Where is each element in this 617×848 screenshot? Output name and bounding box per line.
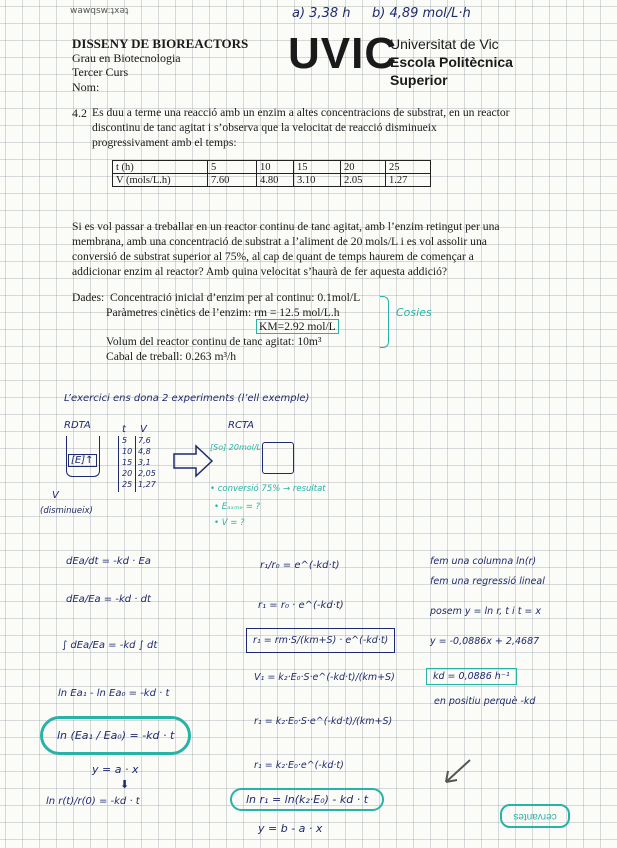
mini-v-0: 7,6 <box>138 436 151 445</box>
table-cell: 3.10 <box>294 174 341 187</box>
mini-t-2: 15 <box>122 458 133 467</box>
answer-note-b: b) 4,89 mol/L·h <box>372 6 471 21</box>
arrow-icon <box>172 444 214 478</box>
pencil-arrow-icon <box>440 756 474 786</box>
year: Tercer Curs <box>72 65 129 79</box>
km-value: KM=2.92 mol/L <box>256 319 339 334</box>
rdta-box: [E]↑ <box>68 454 97 467</box>
problem-line-3: progressivament amb el temps: <box>92 136 237 149</box>
mini-t-0: 5 <box>122 436 128 445</box>
eq-left-1: dEa/dt = -kd · Ea <box>66 556 151 567</box>
para-line-3: conversió de substrat superior al 75%, al cap de quant de temps haurem de començar a <box>72 250 474 263</box>
univ-name-3: Superior <box>390 72 448 88</box>
para-line-2: membrana, amb una concentració de substrat a l’aliment de 20 mols/L i es vol assolir una <box>72 235 487 248</box>
para-line-4: addicionar enzim al reactor? Amb quina velocitat s’haurà de fer aquesta addició? <box>72 265 448 278</box>
eq-left-6: y = a · x <box>92 763 139 776</box>
bullet-3: • V = ? <box>214 518 245 528</box>
mini-table <box>118 436 161 492</box>
mini-v-1: 4,8 <box>138 447 151 456</box>
mini-t-4: 25 <box>122 480 133 489</box>
rcta-label: RCTA <box>228 420 254 431</box>
eq-right-1: fem una columna ln(r) <box>430 556 537 567</box>
side-note: Cosies <box>396 306 432 319</box>
table-cell: 20 <box>341 161 386 174</box>
eq-mid-8: y = b - a · x <box>258 822 323 835</box>
univ-name-2: Escola Politècnica <box>390 54 513 70</box>
rdta-label: RDTA <box>64 420 91 431</box>
dades-label: Dades: <box>72 291 105 304</box>
eq-right-2: fem una regressió lineal <box>430 576 545 587</box>
eq-mid-5: r₁ = k₂·E₀·S·e^(-kd·t)/(km+S) <box>254 716 393 727</box>
problem-number: 4.2 <box>72 106 87 120</box>
univ-name-1: Universitat de Vic <box>390 36 499 52</box>
eq-mid-4: V₁ = k₂·E₀·S·e^(-kd·t)/(km+S) <box>254 672 395 683</box>
mini-t-3: 20 <box>122 469 133 478</box>
table-cell: 5 <box>208 161 257 174</box>
table-cell: 25 <box>386 161 431 174</box>
table-cell: 10 <box>257 161 294 174</box>
rcta-vessel <box>262 442 294 474</box>
degree: Grau en Biotecnologia <box>72 51 181 65</box>
eq-left-7: ln r(t)/r(0) = -kd · t <box>46 796 140 807</box>
answer-note-a: a) 3,38 h <box>292 6 351 21</box>
notes-intro: L’exercici ens dona 2 experiments (l’ell exemple) <box>64 393 310 404</box>
eq-mid-1: r₁/r₀ = e^(-kd·t) <box>260 560 340 571</box>
col-t-label: t <box>122 424 126 435</box>
eq-left-3: ∫ dEa/Ea = -kd ∫ dt <box>62 640 158 651</box>
eq-left-2: dEa/Ea = -kd · dt <box>66 594 151 605</box>
dades-line-2: Paràmetres cinètics de l’enzim: rm = 12.5 mol/L.h <box>106 306 340 319</box>
eq-right-3: posem y = ln r, t i t = x <box>430 606 542 617</box>
table-cell: 1.27 <box>386 174 431 187</box>
bullet-1: • conversió 75% → resultat <box>210 484 326 494</box>
course-title: DISSENY DE BIOREACTORS <box>72 36 249 51</box>
table-cell: t (h) <box>113 161 208 174</box>
table-cell: 15 <box>294 161 341 174</box>
uvic-logo: UVIC <box>288 29 398 78</box>
dades-line-5: Cabal de treball: 0.263 m³/h <box>106 350 237 363</box>
bullet-2: • Eₐₓₘₑ = ? <box>214 502 261 512</box>
dades-line-1: Concentració inicial d’enzim per al continu: 0.1mol/L <box>110 291 361 304</box>
eq-mid-3: r₁ = rm·S/(km+S) · e^(-kd·t) <box>246 628 395 653</box>
table-cell: 4.80 <box>257 174 294 187</box>
col-v-label: V <box>140 424 147 435</box>
mini-v-3: 2,05 <box>138 469 156 478</box>
problem-line-1: Es duu a terme una reacció amb un enzim a altes concentracions de substrat, en un reactor <box>92 106 510 119</box>
mini-t-1: 10 <box>122 447 133 456</box>
eq-right-6: en positiu perquè -kd <box>434 696 536 707</box>
table-cell: 2.05 <box>341 174 386 187</box>
para-line-1: Si es vol passar a treballar en un reactor continu de tanc agitat, amb l’enzim retingut per una <box>72 220 500 233</box>
eq-mid-6: r₁ = k₂·E₀·e^(-kd·t) <box>254 760 344 771</box>
table-row <box>113 174 431 187</box>
eq-right-5: kd = 0,0886 h⁻¹ <box>426 668 517 685</box>
problem-line-2: discontinu de tanc agitat i s’observa que la velocitat de reacció disminueix <box>92 121 437 134</box>
eq-left-5: ln (Ea₁ / Ea₀) = -kd · t <box>40 716 191 755</box>
data-table <box>112 160 431 187</box>
eq-mid-7: ln r₁ = ln(k₂·E₀) - kd · t <box>230 788 384 811</box>
table-row <box>113 161 431 174</box>
mini-v-2: 3,1 <box>138 458 151 467</box>
dades-bracket <box>380 296 389 348</box>
eq-right-4: y = -0,0886x + 2,4687 <box>430 636 540 647</box>
name-label: Nom: <box>72 80 100 94</box>
dis-label: (disminueix) <box>40 506 93 516</box>
down-arrow-icon: ⬇ <box>120 779 130 791</box>
brand-logo: cervantes <box>500 804 570 828</box>
v-label: V <box>52 490 59 501</box>
rcta-inlet: [So] 20mol/L <box>210 443 261 452</box>
mini-v-4: 1,27 <box>138 480 156 489</box>
table-cell: 7.60 <box>208 174 257 187</box>
eq-mid-2: r₁ = r₀ · e^(-kd·t) <box>258 600 344 611</box>
top-stamp: wawqsw:ʇxǝʇ <box>70 6 129 16</box>
dades-line-4: Volum del reactor continu de tanc agitat: 10m³ <box>106 335 322 348</box>
eq-left-4: ln Ea₁ - ln Ea₀ = -kd · t <box>58 688 170 699</box>
table-cell: V (mols/L.h) <box>113 174 208 187</box>
